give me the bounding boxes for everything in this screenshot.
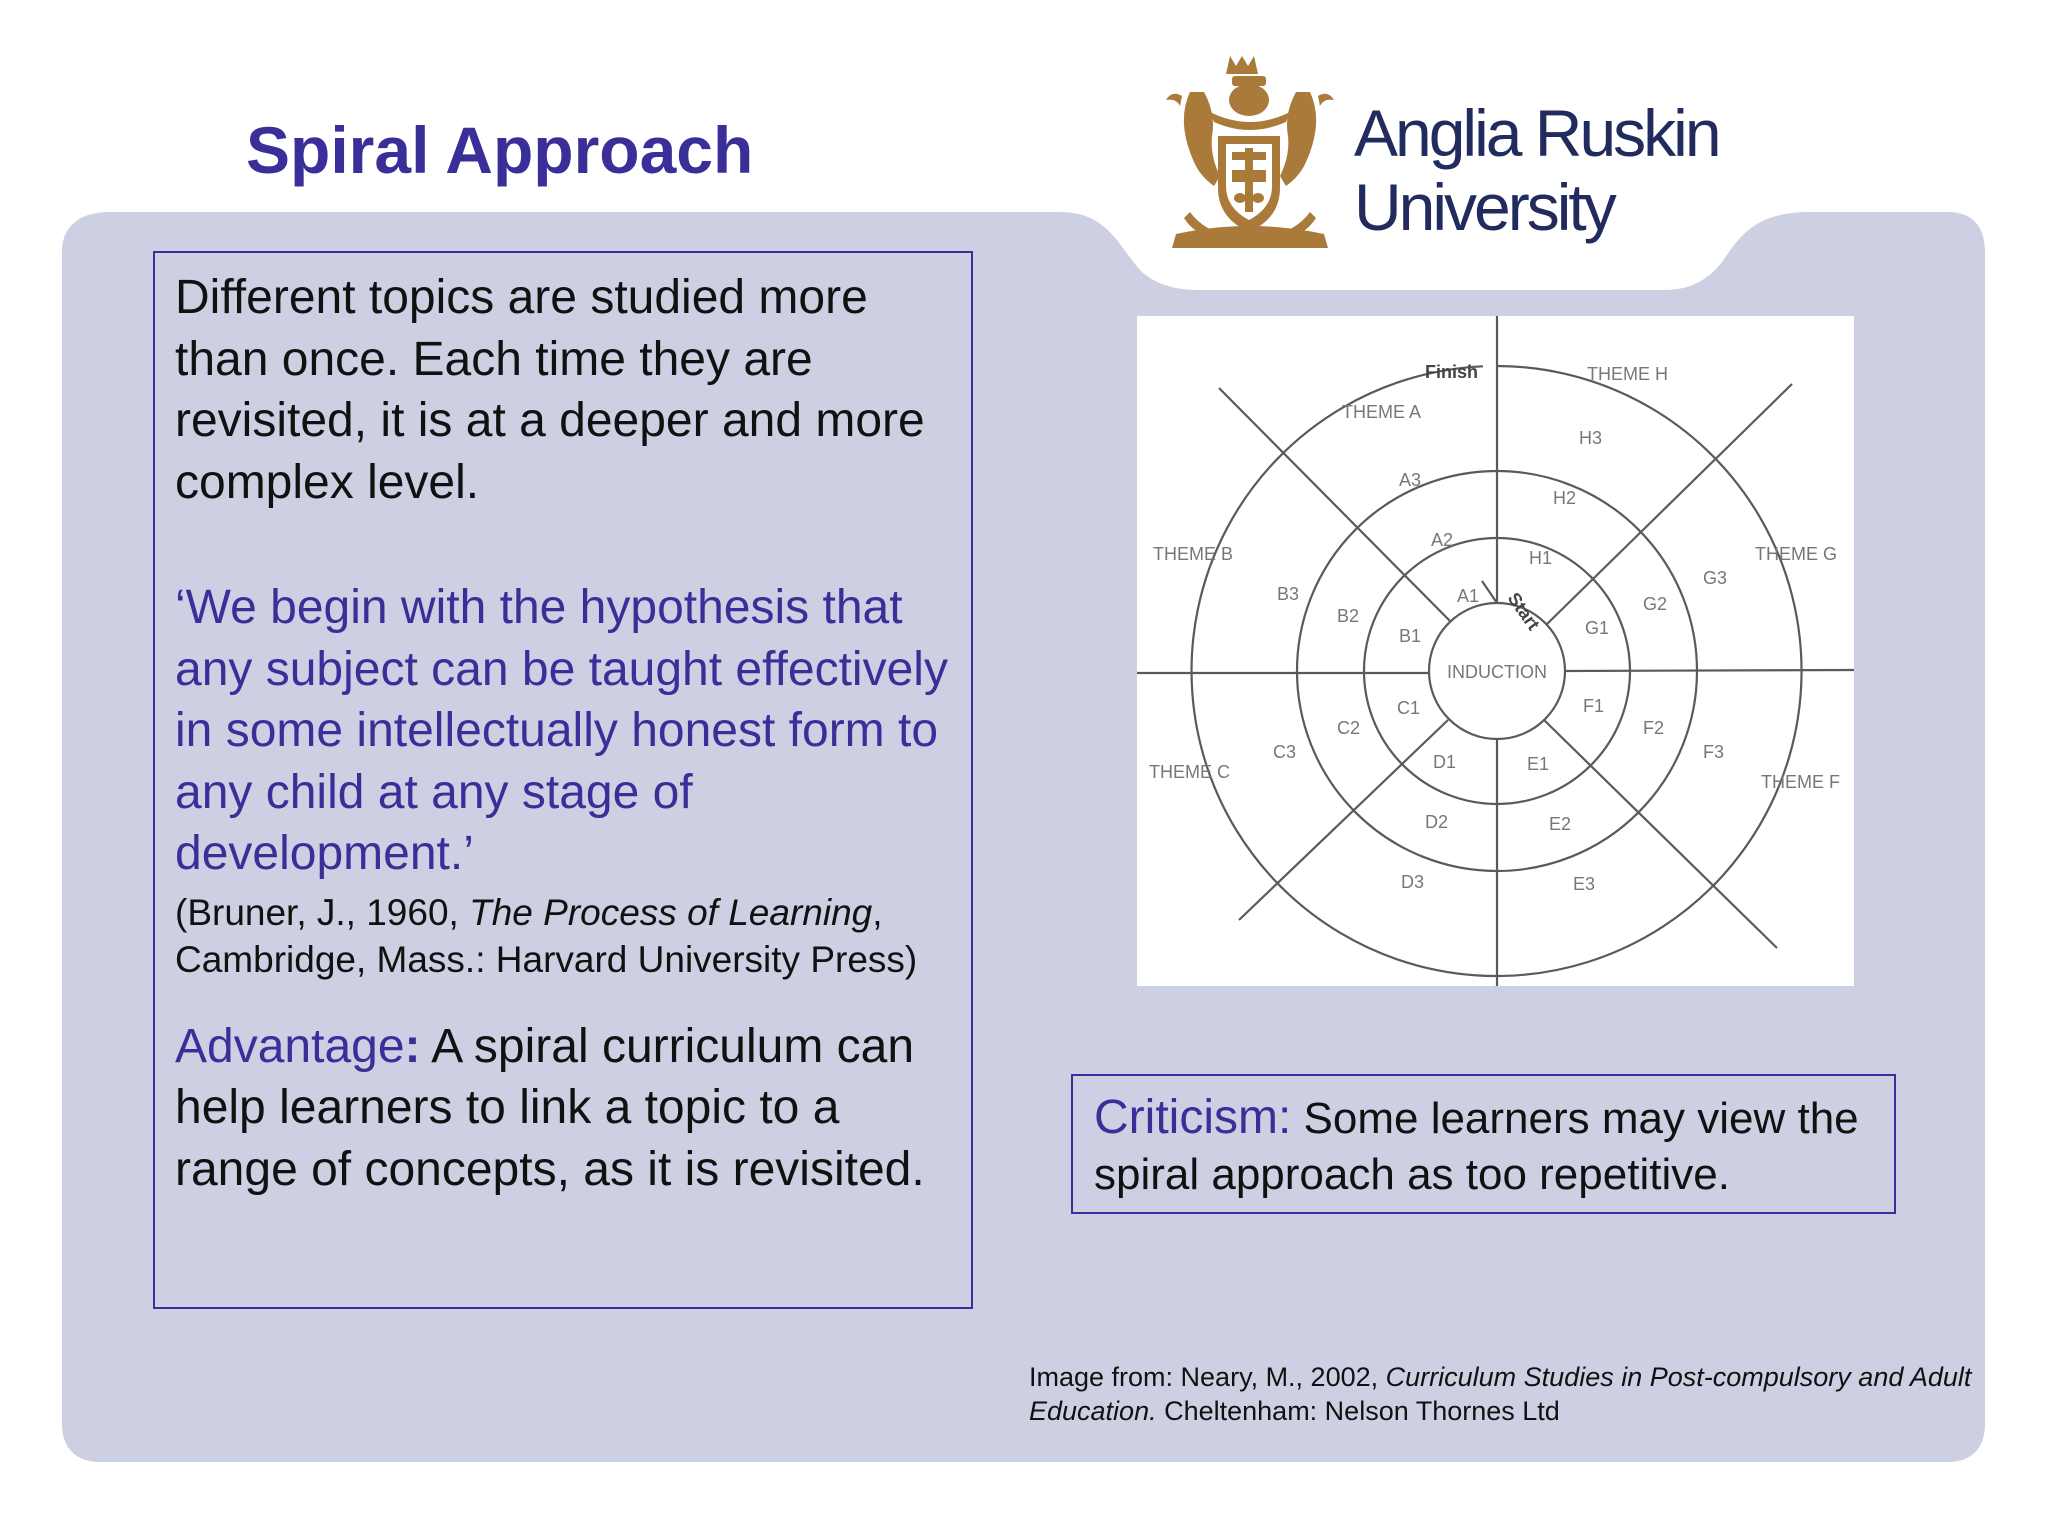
segment-g1: G1 (1585, 618, 1610, 638)
image-credit-title: Curriculum Studies in Post-compulsory and Adult Education. (1029, 1362, 1972, 1426)
spiral-curriculum-diagram (1137, 316, 1854, 986)
segment-a3: A3 (1399, 470, 1422, 490)
citation-prefix: (Bruner, J., 1960, (175, 891, 470, 933)
segment-c3: C3 (1273, 742, 1297, 762)
criticism-label: Criticism: (1094, 1091, 1292, 1144)
criticism-box (1071, 1074, 1896, 1214)
start-label: Start (1503, 588, 1544, 634)
segment-b2: B2 (1337, 606, 1360, 626)
segment-g2: G2 (1643, 594, 1668, 614)
theme-a-label: THEME A (1342, 402, 1422, 422)
bruner-quote: ‘We begin with the hypothesis that any subject can be taught effectively in some intellectually honest form to any child at any stage of development.’ (175, 581, 948, 880)
axis-diagonal-se (1544, 720, 1777, 948)
segment-h3: H3 (1579, 428, 1603, 448)
theme-c-label: THEME C (1149, 762, 1230, 782)
segment-f3: F3 (1703, 742, 1725, 762)
segment-h1: H1 (1529, 548, 1553, 568)
axis-diagonal-nw (1219, 388, 1454, 622)
slide-title: Spiral Approach (246, 113, 754, 187)
university-crest-icon (1160, 52, 1340, 262)
segment-c1: C1 (1397, 698, 1421, 718)
segment-g3: G3 (1703, 568, 1728, 588)
segment-d3: D3 (1401, 872, 1425, 892)
theme-g-label: THEME G (1755, 544, 1838, 564)
segment-e2: E2 (1549, 814, 1572, 834)
university-name (1354, 96, 1719, 244)
citation-book-title: The Process of Learning (469, 891, 873, 933)
segment-d2: D2 (1425, 812, 1449, 832)
image-credit-prefix: Image from: Neary, M., 2002, (1029, 1362, 1386, 1392)
finish-label: Finish (1425, 362, 1478, 382)
segment-b3: B3 (1277, 584, 1300, 604)
segment-f2: F2 (1643, 718, 1665, 738)
segment-f1: F1 (1583, 696, 1605, 716)
image-credit (1029, 1360, 1989, 1428)
quote-citation (175, 889, 953, 984)
segment-c2: C2 (1337, 718, 1361, 738)
advantage-text: A spiral curriculum can help learners to link a topic to a range of concepts, as it is revisited. (175, 1019, 925, 1196)
advantage-paragraph (175, 1016, 953, 1201)
main-content-box (153, 251, 973, 1309)
segment-e3: E3 (1573, 874, 1596, 894)
theme-f-label: THEME F (1761, 772, 1840, 792)
citation-suffix: , Cambridge, Mass.: Harvard University Press) (175, 891, 918, 980)
intro-paragraph: Different topics are studied more than once. Each time they are revisited, it is at a deeper and more complex level. (175, 271, 925, 509)
segment-b1: B1 (1399, 626, 1422, 646)
induction-label: INDUCTION (1447, 662, 1547, 682)
advantage-label: Advantage (175, 1019, 405, 1073)
start-mark (1482, 581, 1497, 603)
segment-e1: E1 (1527, 754, 1550, 774)
university-logo (1160, 52, 1760, 262)
spiral-diagram-svg (1137, 316, 1854, 986)
university-name-line1: Anglia Ruskin (1354, 96, 1719, 170)
image-credit-suffix: Cheltenham: Nelson Thornes Ltd (1156, 1396, 1560, 1426)
theme-h-label: THEME H (1587, 364, 1668, 384)
segment-d1: D1 (1433, 752, 1457, 772)
segment-a1: A1 (1457, 586, 1480, 606)
segment-a2: A2 (1431, 530, 1454, 550)
theme-b-label: THEME B (1153, 544, 1234, 564)
advantage-colon: : (404, 1019, 421, 1073)
university-name-line2: University (1354, 170, 1614, 244)
criticism-text: Some learners may view the spiral approach as too repetitive. (1094, 1094, 1859, 1199)
segment-h2: H2 (1553, 488, 1577, 508)
axis-horizontal-right (1565, 670, 1854, 671)
